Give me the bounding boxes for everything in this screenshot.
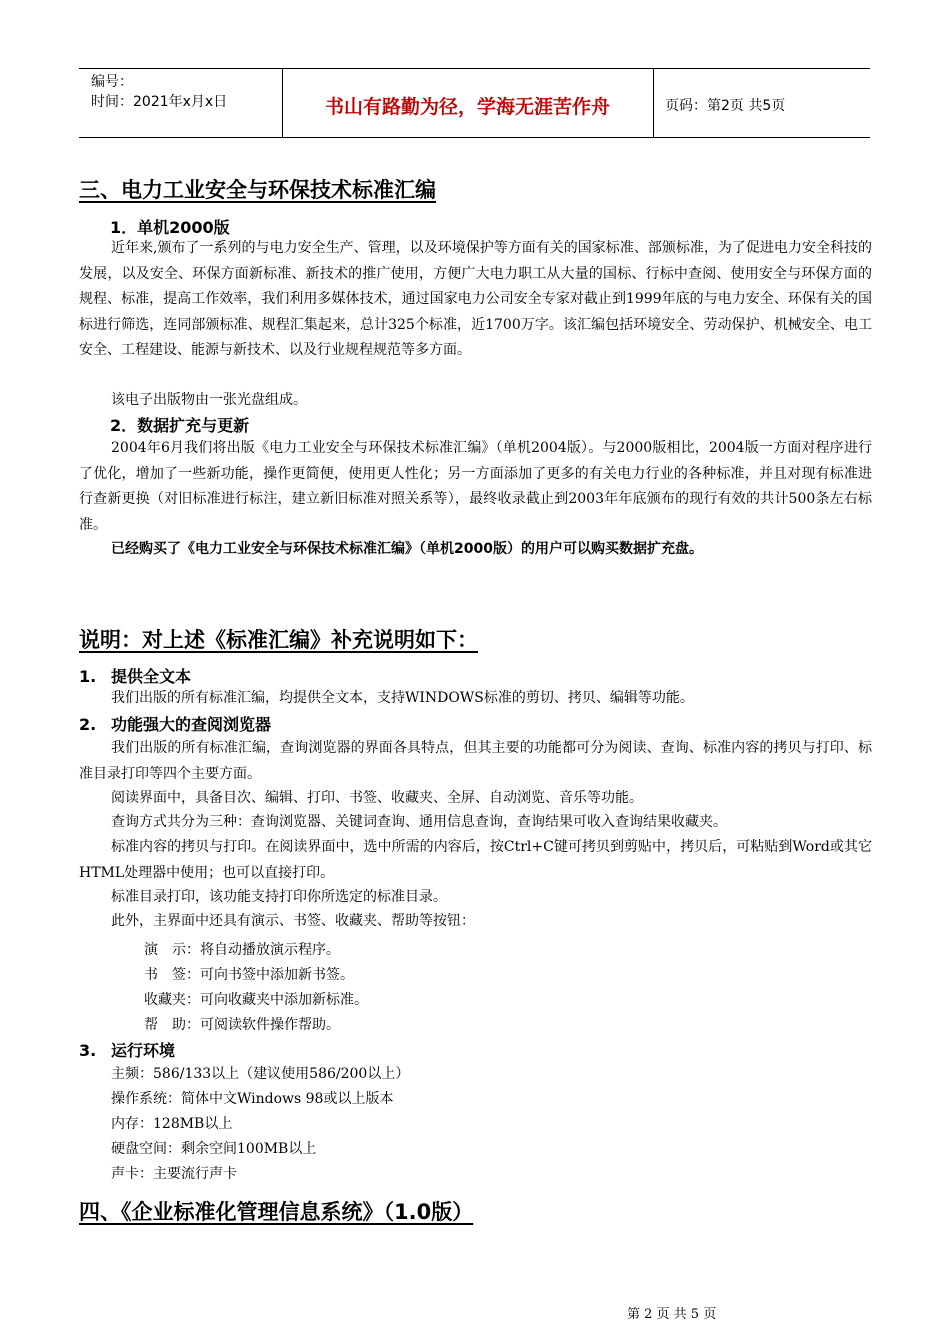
paragraph: 此外，主界面中还具有演示、书签、收藏夹、帮助等按钮： — [111, 913, 475, 929]
item-number: 1. — [79, 667, 97, 686]
section-4-title: 四、《企业标准化管理信息系统》（1.0版） — [79, 1200, 474, 1224]
paragraph: 我们出版的所有标准汇编，查询浏览器的界面各具特点，但其主要的功能都可分为阅读、查询、标准内容的拷贝与打印、标准目录打印等四个主要方面。 — [79, 740, 872, 782]
notes-item-1-title — [79, 664, 191, 687]
paragraph: 查询方式共分为三种：查询浏览器、关键词查询、通用信息查询，查询结果可收入查询结果收藏夹。 — [111, 814, 727, 830]
page-footer: 第 2 页 共 5 页 — [627, 1307, 717, 1322]
paragraph: 该电子出版物由一张光盘组成。 — [111, 392, 307, 408]
notes-title: 说明：对上述《标准汇编》补充说明如下： — [79, 628, 478, 652]
button-desc-bookmark: 书 签：可向书签中添加新书签。 — [144, 967, 354, 983]
subsection-1-title: 1．单机2000版 — [110, 218, 230, 237]
notes-item-2-title — [79, 712, 271, 735]
env-disk: 硬盘空间：剩余空间100MB以上 — [111, 1141, 317, 1157]
item-number: 2. — [79, 715, 97, 734]
header-divider — [653, 69, 654, 137]
header-time-label: 时间：2021年x月x日 — [91, 94, 228, 110]
env-sound: 声卡：主要流行声卡 — [111, 1166, 237, 1182]
paragraph: 近年来,颁布了一系列的与电力安全生产、管理，以及环境保护等方面有关的国家标准、部颁标准，为了促进电力安全科技的发展，以及安全、环保方面新标准、新技术的推广使用，方便广大电力职工从大量的国标、行标中查阅、使用安全与环保方面的规程、标准，提高工作效率，我们利用多媒体技术，通过国家电力公司安全专家对截止到1999年底的与电力安全、环保有关的国标进行筛选，连同部颁标准、规程汇集起来，总计325个标准，近1700万字。该汇编包括环境安全、劳动保护、机械安全、电工安全、工程建设、能源与新技术、以及行业规程规范等多方面。 — [79, 240, 872, 359]
page-header — [79, 68, 870, 138]
item-number: 3. — [79, 1041, 97, 1060]
item-title: 运行环境 — [111, 1041, 176, 1060]
paragraph: 2004年6月我们将出版《电力工业安全与环保技术标准汇编》（单机2004版）。与2000版相比，2004版一方面对程序进行了优化，增加了一些新功能，操作更简便，使用更人性化；另一方面添加了更多的有关电力行业的各种标准，并且对现有标准进行查新更换（对旧标准进行标注，建立新旧标准对照关系等），最终收录截止到2003年年底颁布的现行有效的共计500条左右标准。 — [79, 440, 872, 533]
paragraph: 标准目录打印，该功能支持打印你所选定的标准目录。 — [111, 889, 447, 905]
bold-paragraph: 已经购买了《电力工业安全与环保技术标准汇编》（单机2000版）的用户可以购买数据扩充盘。 — [111, 541, 703, 557]
item-title: 提供全文本 — [111, 667, 192, 686]
env-memory: 内存：128MB以上 — [111, 1116, 233, 1132]
button-desc-favorites: 收藏夹：可向收藏夹中添加新标准。 — [144, 992, 368, 1008]
header-number-label: 编号： — [91, 74, 133, 90]
env-cpu: 主频：586/133以上（建议使用586/200以上） — [111, 1066, 410, 1082]
paragraph: 阅读界面中，具备目次、编辑、打印、书签、收藏夹、全屏、自动浏览、音乐等功能。 — [111, 790, 643, 806]
button-desc-demo: 演 示：将自动播放演示程序。 — [144, 942, 340, 958]
subsection-2-title: 2．数据扩充与更新 — [110, 416, 250, 435]
env-os: 操作系统：简体中文Windows 98或以上版本 — [111, 1091, 394, 1107]
paragraph: 我们出版的所有标准汇编，均提供全文本，支持WINDOWS标准的剪切、拷贝、编辑等功能。 — [111, 690, 694, 706]
section-3-title: 三、电力工业安全与环保技术标准汇编 — [79, 178, 436, 202]
notes-item-3-title — [79, 1038, 175, 1061]
button-desc-help: 帮 助：可阅读软件操作帮助。 — [144, 1017, 340, 1033]
header-motto: 书山有路勤为径，学海无涯苦作舟 — [324, 96, 610, 118]
paragraph: 标准内容的拷贝与打印。在阅读界面中，选中所需的内容后，按Ctrl+C键可拷贝到剪贴中，拷贝后，可粘贴到Word或其它HTML处理器中使用；也可以直接打印。 — [79, 839, 872, 881]
item-title: 功能强大的查阅浏览器 — [111, 715, 272, 734]
header-page-info: 页码：第2页 共5页 — [665, 98, 786, 114]
